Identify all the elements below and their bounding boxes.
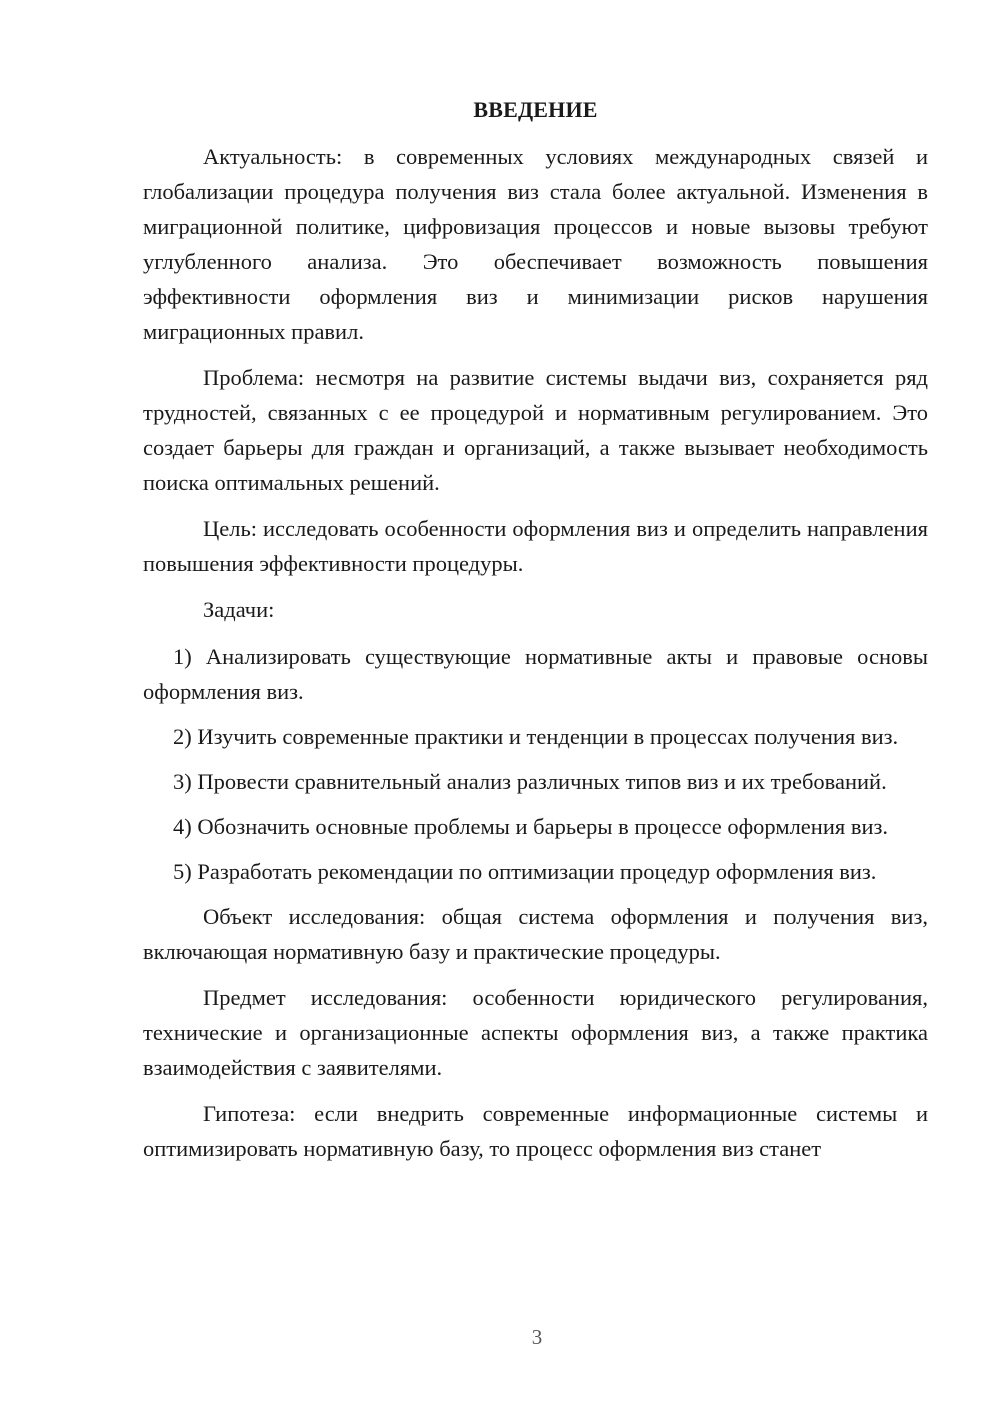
task-item-1: 1) Анализировать существующие нормативные акты и правовые основы оформления виз. [143,644,928,704]
paragraph-problem: Проблема: несмотря на развитие системы выдачи виз, сохраняется ряд трудностей, связанных с ее процедурой и нормативным регулированием. Это создает барьеры для граждан и организаций, а также вызывает необходимость поиска оптимальных решений. [143,365,928,495]
tasks-label: Задачи: [203,597,275,622]
paragraph-goal: Цель: исследовать особенности оформления виз и определить направления повышения эффективности процедуры. [143,516,928,576]
paragraph-object: Объект исследования: общая система оформления и получения виз, включающая нормативную базу и практические процедуры. [143,904,928,964]
section-heading: ВВЕДЕНИЕ [473,97,598,122]
tasks-list [143,639,928,889]
task-item-5: 5) Разработать рекомендации по оптимизации процедур оформления виз. [173,859,877,884]
paragraph-hypothesis: Гипотеза: если внедрить современные информационные системы и оптимизировать нормативную базу, то процесс оформления виз станет [143,1101,928,1161]
paragraph-subject: Предмет исследования: особенности юридического регулирования, технические и организационные аспекты оформления виз, а также практика взаимодействия с заявителями. [143,985,928,1080]
task-item-3: 3) Провести сравнительный анализ различных типов виз и их требований. [173,769,887,794]
task-item-2: 2) Изучить современные практики и тенденции в процессах получения виз. [173,724,899,749]
task-item-4: 4) Обозначить основные проблемы и барьеры в процессе оформления виз. [173,814,889,839]
page-number: 3 [531,1325,543,1349]
paragraph-relevance: Актуальность: в современных условиях международных связей и глобализации процедура получения виз стала более актуальной. Изменения в миграционной политике, цифровизация процессов и новые вызовы требуют углубленного анализа. Это обеспечивает возможность повышения эффективности оформления виз и минимизации рисков нарушения миграционных правил. [143,144,928,344]
page-content [143,92,928,1177]
